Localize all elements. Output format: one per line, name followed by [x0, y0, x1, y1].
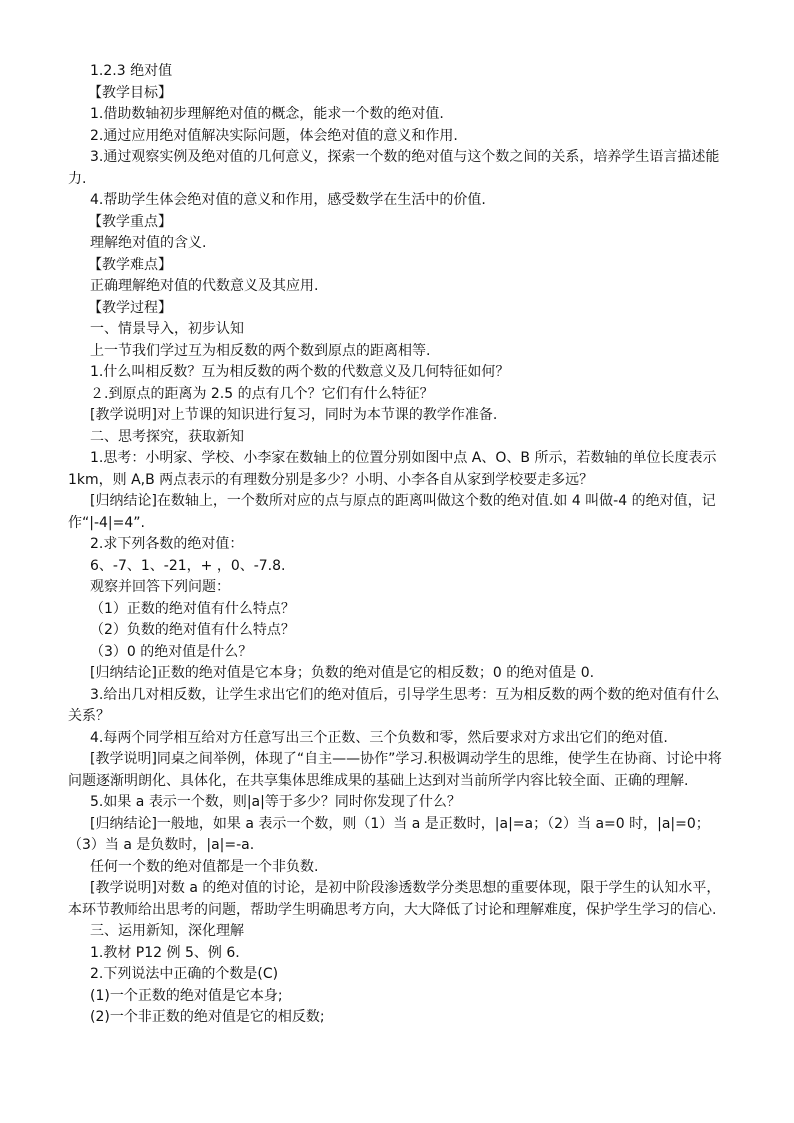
- number-list: 6、-7、1、-21，+ ，0、-7.8.: [90, 557, 286, 574]
- section-heading: 三、运用新知，深化理解: [90, 923, 244, 939]
- conclusion-note: [归纳结论]正数的绝对值是它本身；负数的绝对值是它的相反数；0 的绝对值是 0.: [90, 665, 595, 681]
- section-heading: 一、情景导入，初步认知: [90, 321, 244, 337]
- exercise-statement: (1)一个正数的绝对值是它本身;: [90, 987, 283, 1004]
- exercise-statement: (2)一个非正数的绝对值是它的相反数;: [90, 1009, 325, 1025]
- objective-item: 4.帮助学生体会绝对值的意义和作用，感受数学在生活中的价值.: [90, 192, 486, 208]
- question-item: 1.思考：小明家、学校、小李家在数轴上的位置分别如图中点 A、O、B 所示，若数轴的单位长度表示 1km，则 A,B 两点表示的有理数分别是多少？小明、小李各自从家到学校要走多远？: [68, 450, 717, 488]
- sub-question: （1）正数的绝对值有什么特点？: [90, 600, 295, 617]
- sub-question: （3）0 的绝对值是什么？: [90, 643, 253, 660]
- section-heading: 二、思考探究，获取新知: [90, 428, 244, 445]
- teaching-note: [教学说明]对数 a 的绝对值的讨论，是初中阶段渗透数学分类思想的重要体现，限于学生的认知水平，本环节教师给出思考的问题，帮助学生明确思考方向，大大降低了讨论和理解难度，保护学生学习的信心.: [68, 880, 721, 918]
- question-item: 3.给出几对相反数，让学生求出它们的绝对值后，引导学生思考：互为相反数的两个数的绝对值有什么关系？: [68, 686, 720, 724]
- conclusion-note: [归纳结论]一般地，如果 a 表示一个数，则（1）当 a 是正数时，|a|=a；（2）当 a=0 时，|a|=0；（3）当 a 是负数时，|a|=-a.: [68, 815, 710, 853]
- section-title: 1.2.3 绝对值: [90, 63, 173, 79]
- question-item: 5.如果 a 表示一个数，则|a|等于多少？同时你发现了什么？: [90, 794, 461, 810]
- teaching-note: [教学说明]对上节课的知识进行复习，同时为本节课的教学作准备.: [90, 407, 498, 423]
- objective-item: 1.借助数轴初步理解绝对值的概念，能求一个数的绝对值.: [90, 106, 444, 122]
- objective-item: 3.通过观察实例及绝对值的几何意义，探索一个数的绝对值与这个数之间的关系，培养学生语言描述能力.: [68, 149, 720, 187]
- paragraph: 上一节我们学过互为相反数的两个数到原点的距离相等.: [90, 342, 431, 359]
- question-item: 4.每两个同学相互给对方任意写出三个正数、三个负数和零，然后要求对方求出它们的绝对值.: [90, 729, 668, 746]
- objective-item: 2.通过应用绝对值解决实际问题，体会绝对值的意义和作用.: [90, 127, 458, 144]
- conclusion-note: [归纳结论]在数轴上，一个数所对应的点与原点的距离叫做这个数的绝对值.如 4 叫做-4 的绝对值，记作“|-4|=4”.: [68, 493, 716, 531]
- question-item: 1.什么叫相反数？互为相反数的两个数的代数意义及几何特征如何？: [90, 364, 510, 380]
- heading-difficulties: 【教学难点】: [88, 256, 172, 273]
- heading-key-points: 【教学重点】: [88, 213, 172, 230]
- paragraph: 任何一个数的绝对值都是一个非负数.: [90, 858, 319, 875]
- heading-process: 【教学过程】: [88, 299, 172, 316]
- question-item: ２.到原点的距离为 2.5 的点有几个？它们有什么特征？: [90, 385, 434, 402]
- heading-objectives: 【教学目标】: [88, 84, 172, 101]
- difficulty-text: 正确理解绝对值的代数意义及其应用.: [90, 278, 319, 294]
- sub-question: （2）负数的绝对值有什么特点？: [90, 622, 295, 638]
- question-item: 2.求下列各数的绝对值：: [90, 536, 244, 552]
- teaching-note: [教学说明]同桌之间举例，体现了“自主——协作”学习.积极调动学生的思维，使学生在协商、讨论中将问题逐渐明朗化、具体化，在共享集体思维成果的基础上达到对当前所学内容比较全面、正确的理解.: [68, 751, 722, 789]
- exercise-item: 2.下列说法中正确的个数是(C): [90, 966, 279, 982]
- document-body: [68, 61, 728, 1029]
- key-point-text: 理解绝对值的含义.: [90, 235, 207, 251]
- exercise-item: 1.教材 P12 例 5、例 6.: [90, 944, 240, 961]
- paragraph: 观察并回答下列问题：: [90, 579, 230, 595]
